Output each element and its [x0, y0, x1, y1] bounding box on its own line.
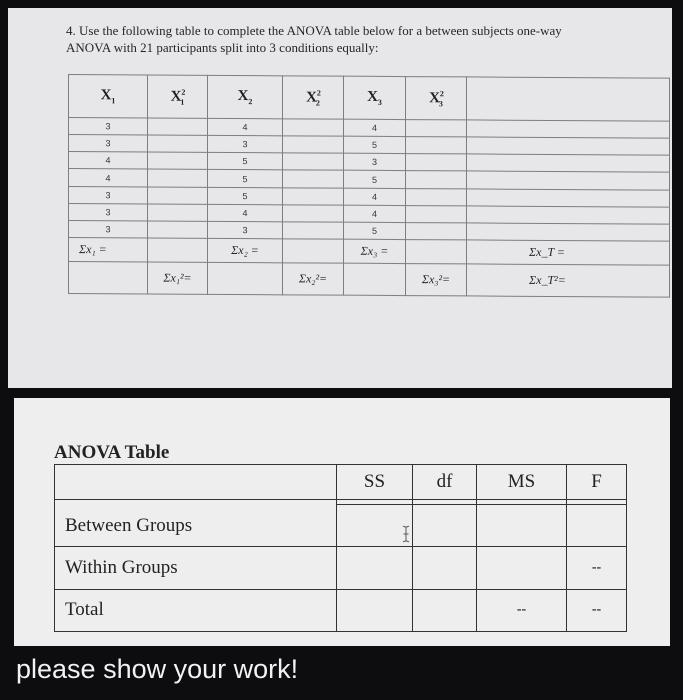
- x3-value: 4: [344, 119, 406, 137]
- anova-ss-cell: [337, 589, 413, 631]
- anova-header-ss: SS: [337, 465, 413, 500]
- x2-value: 3: [208, 221, 283, 239]
- x3-value: 4: [344, 188, 406, 206]
- header-x1: $X_1$: [69, 75, 148, 118]
- x1-squared-value: [148, 169, 208, 187]
- blank-cell: [467, 206, 670, 224]
- x3-squared-value: [406, 120, 467, 138]
- blank-cell: [467, 120, 670, 138]
- x2-squared-value: [283, 205, 344, 223]
- anova-row: [55, 589, 627, 631]
- cell: [148, 238, 208, 262]
- blank-cell: [467, 189, 670, 207]
- x1-squared-value: [148, 152, 208, 170]
- x1-squared-value: [148, 118, 208, 136]
- x1-value: 3: [69, 118, 148, 136]
- x3-value: 5: [344, 171, 406, 189]
- sum-x1-squared: Σx₁²=: [148, 262, 208, 295]
- x2-squared-value: [283, 222, 344, 240]
- anova-row-label: Between Groups: [55, 505, 337, 547]
- x2-value: 3: [208, 136, 283, 154]
- x2-value: 4: [208, 118, 283, 136]
- caption: please show your work!: [16, 654, 299, 684]
- anova-table: [54, 464, 627, 632]
- x1-value: 3: [69, 203, 148, 221]
- anova-df-cell: [413, 589, 477, 631]
- anova-row: [55, 547, 627, 589]
- blank-cell: [467, 137, 670, 155]
- x1-value: 4: [69, 152, 148, 170]
- cell: [283, 239, 344, 263]
- anova-header-row: [55, 465, 627, 500]
- anova-row-label: Within Groups: [55, 547, 337, 589]
- anova-ss-cell: [337, 547, 413, 589]
- sum-x2: Σx₂ =: [208, 239, 283, 263]
- anova-title: ANOVA Table: [54, 442, 170, 463]
- question-text: 4. Use the following table to complete the ANOVA table below for a between subjects one-way ANOVA with 21 participants split into 3 conditions equally:: [66, 23, 562, 55]
- x2-value: 5: [208, 153, 283, 171]
- anova-photo: [14, 398, 670, 646]
- blank-cell: [467, 223, 670, 241]
- anova-row-label: Total: [55, 589, 337, 631]
- data-table-header-row: [69, 75, 670, 122]
- x2-value: 5: [208, 187, 283, 205]
- anova-header-blank: [55, 465, 337, 500]
- x3-squared-value: [406, 222, 467, 240]
- anova-header-f: F: [567, 465, 627, 500]
- x3-value: 4: [344, 205, 406, 223]
- x1-value: 4: [69, 169, 148, 187]
- x3-squared-value: [406, 188, 467, 206]
- header-x2: $X_2$: [208, 75, 283, 118]
- header-x2-squared: $X^2_2$: [283, 76, 344, 119]
- anova-ms-cell: [477, 505, 567, 547]
- x3-squared-value: [406, 171, 467, 189]
- header-x3-squared: $X^2_3$: [406, 77, 467, 120]
- sum-xt: Σx_T =: [467, 240, 670, 265]
- x2-squared-value: [283, 119, 344, 137]
- anova-f-cell: --: [567, 547, 627, 589]
- anova-ms-cell: --: [477, 589, 567, 631]
- x2-value: 4: [208, 204, 283, 222]
- x1-squared-value: [148, 187, 208, 205]
- x1-squared-value: [148, 204, 208, 222]
- text-cursor-icon: [400, 524, 412, 544]
- sum-x1: Σx₁ =: [69, 238, 148, 262]
- sum-x3-squared: Σx₃²=: [406, 263, 467, 296]
- x1-squared-value: [148, 221, 208, 239]
- header-x1-squared: $X^2_1$: [148, 75, 208, 118]
- anova-header-df: df: [413, 465, 477, 500]
- x2-squared-value: [283, 187, 344, 205]
- data-table: [68, 74, 670, 298]
- anova-f-cell: [567, 505, 627, 547]
- x2-squared-value: [283, 170, 344, 188]
- x2-squared-value: [283, 136, 344, 154]
- blank-cell: [467, 171, 670, 189]
- sum-squares-row: [69, 261, 670, 297]
- header-blank: [467, 77, 670, 121]
- x1-value: 3: [69, 135, 148, 153]
- x3-squared-value: [406, 137, 467, 155]
- cell: [406, 240, 467, 264]
- x3-squared-value: [406, 154, 467, 172]
- cell: [344, 263, 406, 296]
- anova-header-ms: MS: [477, 465, 567, 500]
- sum-x3: Σx₃ =: [344, 239, 406, 263]
- anova-f-cell: --: [567, 589, 627, 631]
- x3-value: 5: [344, 222, 406, 240]
- cell: [69, 261, 148, 294]
- x1-squared-value: [148, 135, 208, 153]
- anova-df-cell: [413, 505, 477, 547]
- x1-value: 3: [69, 220, 148, 238]
- anova-row: [55, 505, 627, 547]
- question-photo: [8, 8, 672, 388]
- x1-value: 3: [69, 186, 148, 204]
- x3-value: 3: [344, 153, 406, 171]
- anova-df-cell: [413, 547, 477, 589]
- blank-cell: [467, 154, 670, 172]
- x3-squared-value: [406, 205, 467, 223]
- cell: [208, 262, 283, 295]
- header-x3: $X_3$: [344, 76, 406, 119]
- x3-value: 5: [344, 136, 406, 154]
- sum-x2-squared: Σx₂²=: [283, 263, 344, 296]
- sum-xt-squared: Σx_T²=: [467, 264, 670, 297]
- x2-value: 5: [208, 170, 283, 188]
- x2-squared-value: [283, 153, 344, 171]
- anova-ms-cell: [477, 547, 567, 589]
